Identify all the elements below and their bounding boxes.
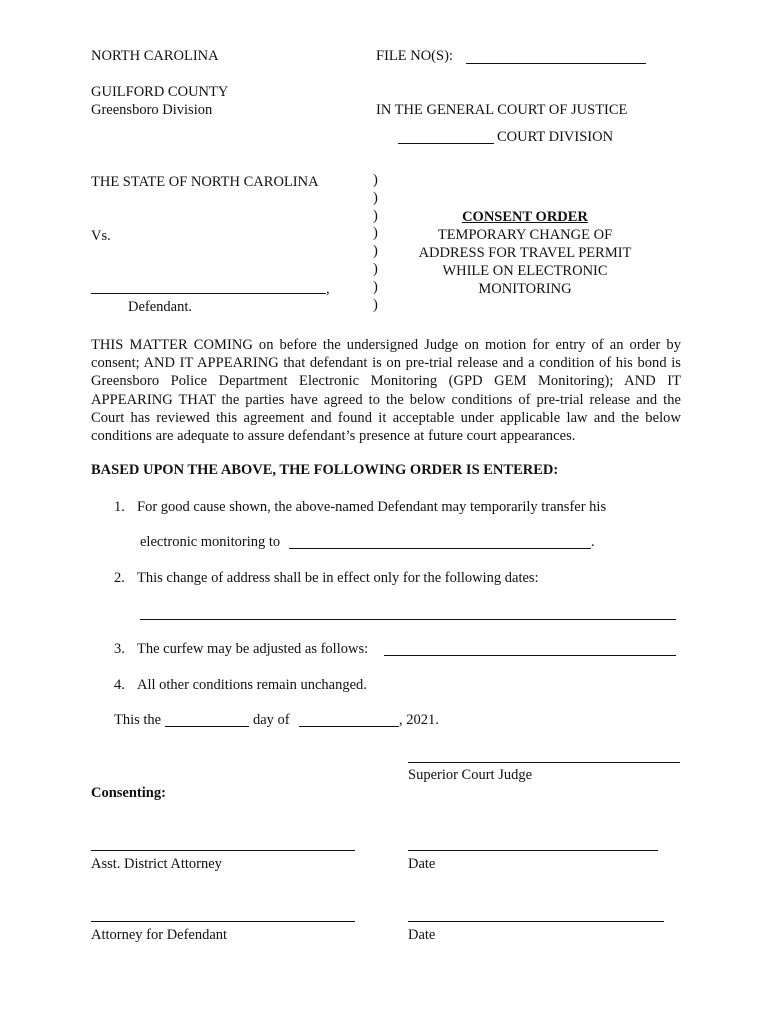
order-heading: BASED UPON THE ABOVE, THE FOLLOWING ORDER IS ENTERED: (91, 462, 559, 478)
order-subtitle-line: TEMPORARY CHANGE OF (437, 227, 613, 243)
ada-date-label: Date (408, 856, 436, 872)
item-4-text: All other conditions remain unchanged. (137, 677, 367, 693)
item-number: 3. (114, 641, 125, 657)
caption-paren: ) (373, 278, 378, 295)
ada-date-line[interactable] (408, 850, 658, 851)
dates-blank[interactable] (140, 619, 676, 620)
curfew-blank[interactable] (384, 655, 676, 656)
file-number-blank[interactable] (466, 63, 646, 64)
new-address-blank[interactable] (289, 548, 591, 549)
day-of-label: day of (253, 712, 290, 728)
caption-paren: ) (373, 260, 378, 277)
defense-date-label: Date (408, 927, 436, 943)
caption-paren: ) (373, 296, 378, 313)
month-blank[interactable] (299, 726, 399, 727)
item-2-text: This change of address shall be in effect only for the following dates: (137, 570, 539, 586)
recital-paragraph: THIS MATTER COMING on before the undersigned Judge on motion for entry of an order by consent; AND IT APPEARING that defendant is on pre-trial release and a condition of his bond is Greensboro Police Department Electronic Monitoring (GPD GEM Monitoring); AND IT APPEARING THAT the parties have agreed to the below conditions of pre-trial release and the Court has reviewed this agreement and found it acceptable under applicable law and the below conditions are adequate to assure defendant’s presence at future court appearances. (91, 337, 681, 445)
state-heading: NORTH CAROLINA (91, 48, 219, 64)
defense-attorney-label: Attorney for Defendant (91, 927, 228, 943)
versus-label: Vs. (91, 228, 111, 244)
plaintiff-name: THE STATE OF NORTH CAROLINA (91, 174, 319, 190)
division-heading: Greensboro Division (91, 102, 213, 118)
county-heading: GUILFORD COUNTY (91, 84, 229, 100)
caption-paren: ) (373, 207, 378, 224)
caption-paren: ) (373, 189, 378, 206)
day-blank[interactable] (165, 726, 249, 727)
order-title: CONSENT ORDER (462, 209, 588, 225)
item-number: 2. (114, 570, 125, 586)
ada-signature-line[interactable] (91, 850, 355, 851)
file-number-label: FILE NO(S): (376, 48, 453, 64)
item-1-period: . (591, 534, 595, 550)
defendant-name-blank[interactable] (91, 293, 326, 294)
judge-signature-label: Superior Court Judge (408, 767, 533, 783)
order-title-block (400, 208, 650, 298)
caption-paren: ) (373, 243, 378, 260)
item-3-text: The curfew may be adjusted as follows: (137, 641, 369, 657)
judge-signature-line[interactable] (408, 762, 680, 763)
court-division-label: COURT DIVISION (497, 129, 614, 145)
item-number: 1. (114, 499, 125, 515)
defense-attorney-signature-line[interactable] (91, 921, 355, 922)
caption-paren: ) (373, 172, 378, 188)
item-1-continuation: electronic monitoring to (140, 534, 281, 550)
defense-date-line[interactable] (408, 921, 664, 922)
item-number: 4. (114, 677, 125, 693)
ada-signature-label: Asst. District Attorney (91, 856, 222, 872)
order-subtitle-line: WHILE ON ELECTRONIC (442, 263, 608, 279)
item-1-text: For good cause shown, the above-named Defendant may temporarily transfer his (137, 499, 607, 515)
court-division-blank[interactable] (398, 143, 494, 144)
court-heading: IN THE GENERAL COURT OF JUSTICE (376, 102, 628, 118)
order-subtitle-line: MONITORING (478, 281, 572, 297)
defendant-comma: , (326, 281, 330, 297)
order-subtitle-line: ADDRESS FOR TRAVEL PERMIT (418, 245, 632, 261)
caption-parentheses (373, 172, 385, 314)
year-label: , 2021. (399, 712, 439, 728)
this-the-label: This the (114, 712, 162, 728)
caption-paren: ) (373, 225, 378, 242)
defendant-label: Defendant. (128, 299, 193, 315)
consenting-heading: Consenting: (91, 785, 166, 801)
